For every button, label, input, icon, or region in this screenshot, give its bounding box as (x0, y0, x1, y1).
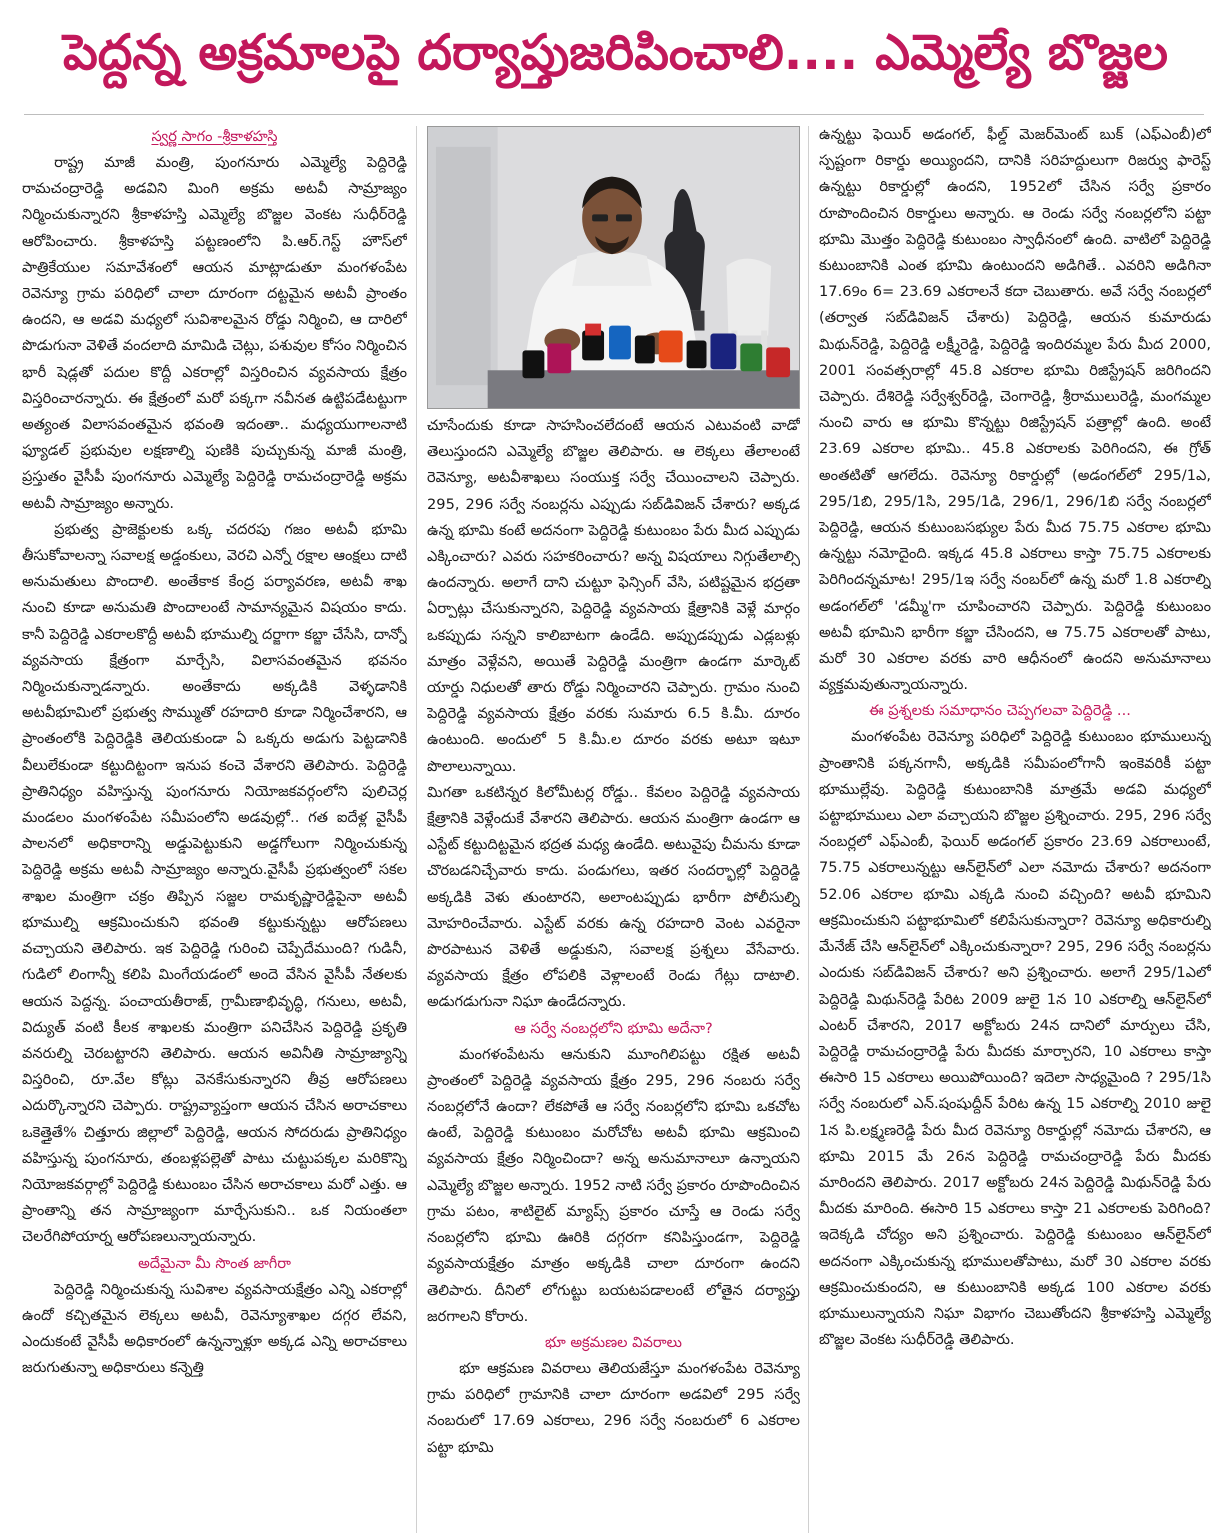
article-column-1 (22, 124, 407, 1539)
byline-text: స్వర్ణ సాగం -శ్రీకాళహస్తి (151, 128, 278, 145)
paragraph: మంగళంపేటను ఆనుకుని మూంగిలిపట్టు రక్షిత అటవీ ప్రాంతంలో పెద్దిరెడ్డి వ్యవసాయ క్షేత్రం 295, 296 నంబరు సర్వే నంబర్లలోనే ఉందా? లేకపోతే ఆ సర్వే నంబర్లలోని భూమి ఒకచోట ఉంటే, పెద్దిరెడ్డి కుటుంబం మరోచోట అటవీ భూమి ఆక్రమించి వ్యవసాయ క్షేత్రం నిర్మించిందా? అన్న అనుమానాలూ ఉన్నాయని ఎమ్మెల్యే బొజ్జల అన్నారు. 1952 నాటి సర్వే ప్రకారం రూపొందించిన గ్రామ పటం, శాటిలైట్ మ్యాప్స్ ప్రకారం చూస్తే ఆ రెండు సర్వే నంబర్లలోని భూమి ఊరికి దగ్గరగా కనిపిస్తుండగా, పెద్దిరెడ్డి వ్యవసాయక్షేత్రం మాత్రం అక్కడికి చాలా దూరంగా ఉందని తెలిపారు. దీనిలో లోగుట్టు బయటపడాలంటే లోతైన దర్యాప్తు జరగాలని కోరారు. (427, 1045, 800, 1325)
headline: పెద్దన్న అక్రమాలపై దర్యాప్తుజరిపించాలి.... ఎమ్మెల్యే బొజ్జల (62, 23, 1169, 81)
paragraph: మిగతా ఒకటిన్నర కిలోమీటర్ల రోడ్డు.. కేవలం పెద్దిరెడ్డి వ్యవసాయ క్షేత్రానికి వెళ్లేందుకే వేశారని తెలిపారు. ఆయన మంత్రిగా ఉండగా ఆ ఎస్టేట్ కట్టుదిట్టమైన భద్రత మధ్య ఉండేది. అటువైపు చీమను కూడా చొరబడనిచ్చేవారు కాదు. పండుగలు, ఇతర సందర్భాల్లో పెద్దిరెడ్డి అక్కడికి వెళు తుంటారని, అలాంటప్పుడు భారీగా పోలీసుల్ని మోహరించేవారు. ఎస్టేట్ వరకు ఉన్న రహదారి వెంట ఎవరైనా పొరపాటున వెళితే అడ్డుకుని, సవాలక్ష ప్రశ్నలు వేసేవారు. వ్యవసాయ క్షేత్రం లోపలికి వెళ్లాలంటే రెండు గేట్లు దాటాలి. అడుగడుగునా నిఘా ఉండేదన్నారు. (427, 783, 800, 1011)
article-column-3 (819, 122, 1211, 1539)
byline (22, 124, 407, 150)
press-meet-photo-icon (428, 127, 799, 408)
subheading: అదేమైనా మీ సొంత జాగీరా (138, 1254, 291, 1272)
paragraph: చూసేందుకు కూడా సాహసించలేదంటే ఆయన ఎటువంటి వాడో తెలుస్తుందని ఎమ్మెల్యే బొజ్జల తెలిపారు. ఆ లెక్కలు తేలాలంటే రెవెన్యూ, అటవీశాఖలు సంయుక్త సర్వే చేయించాలని చెప్పారు. 295, 296 సర్వే నంబర్లను ఎప్పుడు సబ్‌డివిజన్ చేశారు? అక్కడ ఉన్న భూమి కంటే అదనంగా పెద్దిరెడ్డి కుటుంబం పేరు మీద ఎప్పుడు ఎక్కించారు? ఎవరు సహకరించారు? అన్న విషయాలు నిగ్గుతేలాల్సి ఉందన్నారు. అలాగే దాని చుట్టూ ఫెన్సింగ్ వేసి, పటిష్టమైన భద్రతా ఏర్పాట్లు చేసుకున్నారని, పెద్దిరెడ్డి వ్యవసాయ క్షేత్రానికి వెళ్లే మార్గం ఒకప్పుడు సన్నని కాలిబాటగా ఉండేది. అప్పుడప్పుడు ఎడ్లబళ్లు మాత్రం వెళ్లేవని, అయితే పెద్దిరెడ్డి మంత్రిగా ఉండగా మార్కెట్ యార్డు నిధులతో తారు రోడ్డు నిర్మించారని చెప్పారు. గ్రామం నుంచి పెద్దిరెడ్డి వ్యవసాయ క్షేత్రం వరకు సుమారు 6.5 కి.మీ. దూరం ఉంటుంది. అందులో 5 కి.మీ.ల దూరం వరకు అటూ ఇటూ పొలాలున్నాయి. (427, 417, 800, 775)
paragraph: రాష్ట్ర మాజీ మంత్రి, పుంగనూరు ఎమ్మెల్యే పెద్దిరెడ్డి రామచంద్రారెడ్డి అడవిని మింగి అక్రమ అటవీ సామ్రాజ్యం నిర్మించుకున్నారని శ్రీకాళహస్తి ఎమ్మెల్యే బొజ్జల వెంకట సుధీర్‌రెడ్డి ఆరోపించారు. శ్రీకాళహస్తి పట్టణంలోని పి.ఆర్.గెస్ట్ హౌస్‌లో పాత్రికేయుల సమావేశంలో ఆయన మాట్లాడుతూ మంగళంపేట రెవెన్యూ గ్రామ పరిధిలో చాలా దూరంగా దట్టమైన అటవీ ప్రాంతం ఉందని, ఆ అడవి మధ్యలో సువిశాలమైన రోడ్డు నిర్మించి, ఆ దారిలో పొడుగునా వెళితే వందలాది మామిడి చెట్లు, పశువుల కోసం నిర్మించిన భారీ షెడ్లతో పదుల కొద్దీ ఎకరాల్లో విస్తరించిన వ్యవసాయ క్షేత్రం విస్తరించారన్నారు. ఈ క్షేత్రంలో మరో పక్కగా నవీనత ఉట్టిపడేటట్టుగా అత్యంత విలాసవంతమైన భవంతి ఇదంతా.. మధ్యయుగాలనాటి ఫ్యూడల్ ప్రభువుల లక్షణాల్ని పుణికి పుచ్చుకున్న మాజీ మంత్రి, ప్రస్తుతం వైసీపీ పుంగనూరు ఎమ్మెల్యే పెద్దిరెడ్డి రామచంద్రారెడ్డి అక్రమ అటవీ సామ్రాజ్యం అన్నారు. (22, 154, 407, 512)
column-divider (416, 126, 417, 1533)
subheading: ఆ సర్వే నంబర్లలోని భూమి అదేనా? (514, 1019, 713, 1037)
subheading: భూ అక్రమణల వివరాలు (545, 1333, 682, 1351)
subheading: ఈ ప్రశ్నలకు సమాధానం చెప్పగలవా పెద్దిరెడ్డి ... (869, 702, 1131, 720)
paragraph: పెద్దిరెడ్డి నిర్మించుకున్న సువిశాల వ్యవసాయక్షేత్రం ఎన్ని ఎకరాల్లో ఉందో కచ్చితమైన లెక్కలు అటవీ, రెవెన్యూశాఖల దగ్గర లేవని, ఎందుకంటే వైసీపీ అధికారంలో ఉన్నన్నాళ్లూ అక్కడ ఎన్ని అరాచకాలు జరుగుతున్నా అధికారులు కన్నెత్తి (22, 1280, 407, 1377)
paragraph: ఉన్నట్టు ఫెయిర్ అడంగల్, ఫీల్డ్ మెజర్‌మెంట్ బుక్ (ఎఫ్ఎంబీ)లో స్పష్టంగా రికార్డు అయ్యిందని, దానికి సరిహద్దులుగా రిజర్వు ఫారెస్ట్ ఉన్నట్టు రికార్డుల్లో ఉందని, 1952లో చేసిన సర్వే ప్రకారం రూపొందించిన రికార్డులు అన్నారు. ఆ రెండు సర్వే నంబర్లలోని పట్టా భూమి మొత్తం పెద్దిరెడ్డి కుటుంబం స్వాధీనంలో ఉంది. వాటిలో పెద్దిరెడ్డి కుటుంబానికి ఎంత భూమి ఉంటుందని అడిగితే.. ఎవరిని అడిగినా 17.69ం 6= 23.69 ఎకరాలనే కదా చెబుతారు. అవే సర్వే నంబర్లలో (తర్వాత సబ్‌డివిజన్ చేశారు) పెద్దిరెడ్డి, ఆయన కుమారుడు మిథున్‌రెడ్డి, పెద్దిరెడ్డి లక్ష్మీరెడ్డి, పెద్దిరెడ్డి ఇందిరమ్మల పేరు మీద 2000, 2001 సంవత్సరాల్లో 45.8 ఎకరాల భూమి రిజిస్ట్రేషన్ జరిగిందని చెప్పారు. దేశిరెడ్డి సర్వేశ్వర్‌రెడ్డి, చెంగారెడ్డి, శ్రీరాములురెడ్డి, మంగమ్మల నుంచి వారు ఆ భూమి కొన్నట్టు రిజిస్ట్రేషన్ పత్రాల్లో ఉంది. అంటే 23.69 ఎకరాల భూమి.. 45.8 ఎకరాలకు పెరిగిందని, ఈ గ్రోత్ అంతటితో ఆగలేదు. రెవెన్యూ రికార్డుల్లో (అడంగల్‌లో 295/1ఎ, 295/1బి, 295/1సి, 295/1డి, 296/1, 296/1బి సర్వే నంబర్లలో పెద్దిరెడ్డి, ఆయన కుటుంబసభ్యుల పేరు మీద 75.75 ఎకరాల భూమి ఉన్నట్టు నమోదైంది. ఇక్కడ 45.8 ఎకరాలు కాస్తా 75.75 ఎకరాలకు పెరిగిందన్నమాట! 295/1ఇ సర్వే నంబర్‌లో ఉన్న మరో 1.8 ఎకరాల్ని అడంగల్‌లో 'డమ్మీ'గా చూపించారని చెప్పారు. పెద్దిరెడ్డి కుటుంబం అటవీ భూమిని భారీగా కబ్జా చేసిందని, ఆ 75.75 ఎకరాలతో పాటు, మరో 30 ఎకరాల వరకు వారి ఆధీనంలో ఉందని అనుమానాలు వ్యక్తమవుతున్నాయన్నారు. (819, 126, 1211, 694)
paragraph: ప్రభుత్వ ప్రాజెక్టులకు ఒక్క చదరపు గజం అటవీ భూమి తీసుకోవాలన్నా సవాలక్ష అడ్డంకులు, వెరచి ఎన్నో రక్షాల ఆంక్షలు దాటి అనుమతులు పొందాలి. అంతేకాక కేంద్ర పర్యావరణ, అటవీ శాఖ నుంచి కూడా అనుమతి పొందాలంటే సామాన్యమైన విషయం కాదు. కానీ పెద్దిరెడ్డి ఎకరాలకొద్దీ అటవీ భూముల్ని దర్జాగా కబ్జా చేసేసి, దాన్నో వ్యవసాయ క్షేత్రంగా మార్చేసి, విలాసవంతమైన భవనం నిర్మించుకున్నాడన్నారు. అంతేకాదు అక్కడికి వెళ్ళడానికి అటవీభూమిలో ప్రభుత్వ సొమ్ముతో రహదారి కూడా నిర్మించేశారని, ఆ ప్రాంతంలోకి పెద్దిరెడ్డికి తెలియకుండా ఏ ఒక్కరు అడుగు పెట్టడానికి వీలులేకుండా కట్టుదిట్టంగా ఇనుప కంచె వేశారని తెలిపారు. పెద్దిరెడ్డి ప్రాతినిధ్యం వహిస్తున్న పుంగనూరు నియోజకవర్గంలోని పులిచెర్ల మండలం మంగళంపేట సమీపంలోని అడవుల్లో.. గత ఐదేళ్ల వైసీపీ పాలనలో అధికారాన్ని అడ్డుపెట్టుకుని అడ్డగోలుగా నిర్మించుకున్న పెద్దిరెడ్డి అక్రమ అటవీ సామ్రాజ్యం అన్నారు.వైసీపీ ప్రభుత్వంలో సకల శాఖల మంత్రిగా చక్రం తిప్పిన సజ్జల రామకృష్ణారెడ్డిపైనా అటవీ భూముల్ని ఆక్రమించుకుని భవంతి కట్టుకున్నట్టు ఆరోపణలు వచ్చాయని తెలిపారు. ఇక పెద్దిరెడ్డి గురించి చెప్పేదేముంది? గుడినీ, గుడిలో లింగాన్నీ కలిపి మింగేయడంలో అందె వేసిన వైసీపీ నేతలకు ఆయన పెద్దన్న. పంచాయతీరాజ్, గ్రామీణాభివృద్ధి, గనులు, అటవీ, విద్యుత్ వంటి కీలక శాఖలకు మంత్రిగా పనిచేసిన పెద్దిరెడ్డి ప్రకృతి వనరుల్ని చెరబట్టారని తెలిపారు. ఆయన అవినీతి సామ్రాజ్యాన్ని విస్తరించి, రూ.వేల కోట్లు వెనకేసుకున్నారని తీవ్ర ఆరోపణలు ఎదుర్కొన్నారని చెప్పారు. రాష్ట్రవ్యాప్తంగా ఆయన చేసిన అరాచకాలు ఒకెత్తైతే% చిత్తూరు జిల్లాలో పెద్దిరెడ్డి, ఆయన సోదరుడు ప్రాతినిధ్యం వహిస్తున్న పుంగనూరు, తంబళ్లపల్లెతో పాటు చుట్టుపక్కల మరికొన్ని నియోజకవర్గాల్లో పెద్దిరెడ్డి కుటుంబం చేసిన అరాచకాలు మరో ఎత్తు. ఆ ప్రాంతాన్ని తన సామ్రాజ్యంగా మార్చేసుకుని.. ఒక నియంతలా చెలరేగిపోయార్న ఆరోపణలున్నాయన్నారు. (22, 520, 407, 1246)
paragraph: మంగళంపేట రెవెన్యూ పరిధిలో పెద్దిరెడ్డి కుటుంబం భూములున్న ప్రాంతానికి పక్కనగానీ, అక్కడికి సమీపంలోగానీ ఇంకెవరికీ పట్టా భూముల్లేవు. పెద్దిరెడ్డి కుటుంబానికి మాత్రమే అడవి మధ్యలో పట్టాభూములు ఎలా వచ్చాయని బొజ్జల ప్రశ్నించారు. 295, 296 సర్వే నంబర్లలో ఎఫ్ఎంబీ, ఫెయిర్ అడంగల్ ప్రకారం 23.69 ఎకరాలుంటే, 75.75 ఎకరాలున్నట్టు ఆన్‌లైన్‌లో ఎలా నమోదు చేశారు? అదనంగా 52.06 ఎకరాల భూమి ఎక్కడి నుంచి వచ్చింది? అటవీ భూమిని ఆక్రమించుకుని పట్టాభూమిలో కలిపేసుకున్నారా? రెవెన్యూ అధికారుల్ని మేనేజ్ చేసి ఆన్‌లైన్‌లో ఎక్కించుకున్నారా? 295, 296 సర్వే నంబర్లను ఎందుకు సబ్‌డివిజన్ చేశారు? అని ప్రశ్నించారు. అలాగే 295/1ఎలో పెద్దిరెడ్డి మిథున్‌రెడ్డి పేరిట 2009 జులై 1న 10 ఎకరాల్ని ఆన్‌లైన్‌లో ఎంటర్ చేశారని, 2017 అక్టోబరు 24న దానిలో మార్పులు చేసి, పెద్దిరెడ్డి రామచంద్రారెడ్డి పేరు మీదకు మార్చారని, 10 ఎకరాలు కాస్తా ఈసారి 15 ఎకరాలు అయిపోయింది? ఇదెలా సాధ్యమైంది ? 295/1సి సర్వే నంబరులో ఎన్.షంషుద్దీన్ పేరిట ఉన్న 15 ఎకరాల్ని 2010 జులై 1న పి.లక్ష్మణరెడ్డి పేరు మీద రెవెన్యూ రికార్డుల్లో నమోదు చేశారని, ఆ భూమి 2015 మే 26న పెద్దిరెడ్డి రామచంద్రారెడ్డి పేరు మీదకు మారిందని తెలిపారు. 2017 అక్టోబరు 24న పెద్దిరెడ్డి మిథున్‌రెడ్డి పేరు మీదకు మారింది. ఈసారి 15 ఎకరాలు కాస్తా 21 ఎకరాలకు పెరిగింది? ఇదెక్కడి చోద్యం అని ప్రశ్నించారు. పెద్దిరెడ్డి కుటుంబం ఆన్‌లైన్‌లో అదనంగా ఎక్కించుకున్న భూములతోపాటు, మరో 30 ఎకరాల వరకు ఆక్రమించుకుందని, ఆ కుటుంబానికి అక్కడ 100 ఎకరాల వరకు భూములున్నాయని నిఘా విభాగం చెబుతోందని శ్రీకాళహస్తి ఎమ్మెల్యే బొజ్జల వెంకట సుధీర్‌రెడ్డి తెలిపారు. (819, 728, 1211, 1349)
paragraph: భూ ఆక్రమణ వివరాలు తెలియజేస్తూ మంగళంపేట రెవెన్యూ గ్రామ పరిధిలో గ్రామానికి చాలా దూరంగా అడవిలో 295 సర్వే నంబరులో 17.69 ఎకరాలు, 296 సర్వే నంబరులో 6 ఎకరాల పట్టా భూమి (427, 1359, 800, 1456)
press-meet-photo (427, 126, 800, 409)
article-column-2 (427, 124, 800, 1539)
headline-divider (24, 114, 1204, 115)
column-divider (808, 126, 809, 1533)
